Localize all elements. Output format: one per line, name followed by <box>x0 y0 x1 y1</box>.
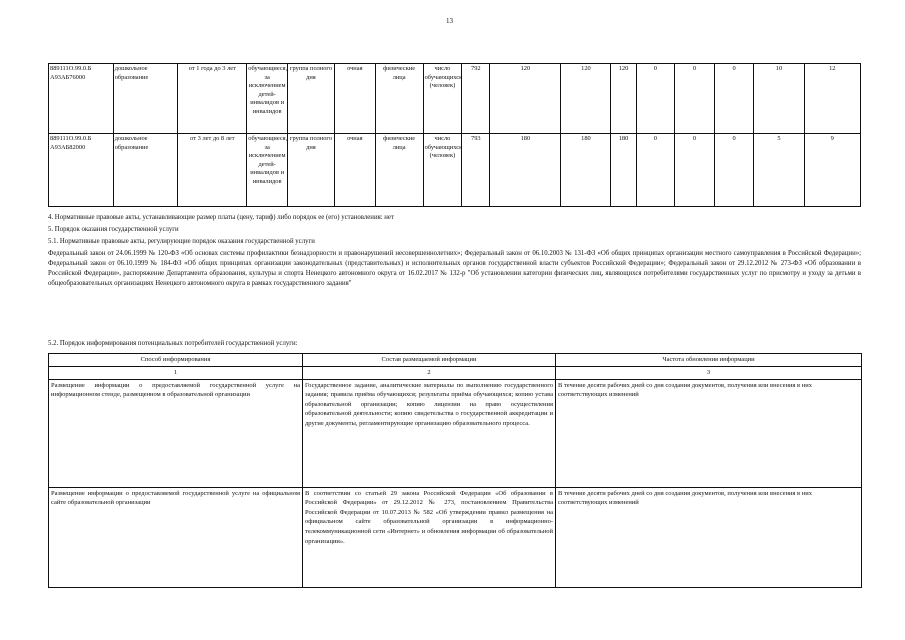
table-cell: 0 <box>714 64 754 134</box>
table-cell: 793 <box>462 134 490 207</box>
indicators-table <box>48 63 861 207</box>
section-4: 4. Нормативные правовые акты, устанавливающие размер платы (цену, тариф) либо порядок ее (его) установления: нет <box>48 214 394 221</box>
table-cell: число обучающихся (человек) <box>423 134 462 207</box>
table-cell: 0 <box>636 64 675 134</box>
section-5-heading: 5. Порядок оказания государственной услуги <box>48 226 179 233</box>
table-cell: группа полного дня <box>287 64 334 134</box>
table-cell: дошкольное образование <box>113 134 178 207</box>
table-cell: 0 <box>675 134 715 207</box>
table-cell: В соответствии со статьей 29 закона Российской Федерации «Об образовании в Российской Федерации» от 29.12.2012 № 273, постановлением Правительства Российской Федерации от 10.07.2013 № 582 «Об утверждении правил размещения на официальном сайте образовательной организации в информационно-телекоммуникационной сети «Интернет» и обновления информации об образовательной организации». <box>303 487 556 587</box>
column-header: Частота обновления информации <box>556 354 862 367</box>
table-cell: 0 <box>675 64 715 134</box>
table-cell: В течение десяти рабочих дней со дня создания документов, получения или внесения в них соответствующих изменений <box>556 487 862 587</box>
section-5-2-heading: 5.2. Порядок информирования потенциальных потребителей государственной услуги: <box>48 340 298 347</box>
table-cell: 889111О.99.0.Б А93АБ82000 <box>49 134 114 207</box>
column-number-row <box>49 367 862 380</box>
table-cell: 120 <box>561 64 611 134</box>
table-row <box>49 487 862 587</box>
table-row <box>49 134 861 207</box>
table-cell: 792 <box>462 64 490 134</box>
table-row <box>49 379 862 487</box>
section-5-1-heading: 5.1. Нормативные правовые акты, регулирующие порядок оказания государственной услуги <box>48 238 315 245</box>
table-cell: 9 <box>804 134 860 207</box>
table-cell: от 1 года до 3 лет <box>178 64 247 134</box>
column-header: Способ информирования <box>49 354 303 367</box>
table-cell: 889111О.99.0.Б А93АБ76000 <box>49 64 114 134</box>
table-cell: физические лица <box>375 134 423 207</box>
table-cell: Размещение информации о предоставляемой государственной услуге на информационном стенде, размещенном в образовательной организации <box>49 379 303 487</box>
table-cell: 180 <box>490 134 561 207</box>
table-cell: Размещение информации о предоставляемой государственной услуге на официальном сайте образовательной организации <box>49 487 303 587</box>
column-number: 3 <box>556 367 862 380</box>
table-cell: 0 <box>636 134 675 207</box>
column-header: Состав размещаемой информации <box>303 354 556 367</box>
table-cell: от 3 лет до 8 лет <box>178 134 247 207</box>
table-cell: обучающиеся, за исключением детей-инвалидов и инвалидов <box>247 64 288 134</box>
table-cell: 12 <box>804 64 860 134</box>
information-table <box>48 353 862 588</box>
table-header-row <box>49 354 862 367</box>
table-cell: 180 <box>561 134 611 207</box>
column-number: 1 <box>49 367 303 380</box>
table-cell: очная <box>334 64 375 134</box>
table-cell: 5 <box>754 134 804 207</box>
table-cell: 0 <box>714 134 754 207</box>
section-5-1-text: Федеральный закон от 24.06.1999 № 120-ФЗ «Об основах системы профилактики безнадзорности и правонарушений несовершеннолетних»; Федеральный закон от 06.10.2003 № 131-ФЗ «Об общих принципах организации местного самоуправления в Российской Федерации»; Федеральный закон от 06.10.1999 № 184-ФЗ «Об общих принципах организации законодательных (представительных) и исполнительных органов государственной власти субъектов Российской Федерации»; Федеральный закон от 29.12.2012 № 273-ФЗ «Об образовании в Российской Федерации», распоряжение Департамента образования, культуры и спорта Ненецкого автономного округа от 16.02.2017 № 132-р "Об установлении категории физических лиц, являющихся потребителями государственных услуг по присмотру и уходу за детьми в общеобразовательных организациях Ненецкого автономного округа в рамках государственного задания" <box>48 250 861 287</box>
table-row <box>49 64 861 134</box>
table-cell: 120 <box>490 64 561 134</box>
table-cell: дошкольное образование <box>113 64 178 134</box>
table-cell: 120 <box>611 64 636 134</box>
table-cell: обучающиеся, за исключением детей-инвалидов и инвалидов <box>247 134 288 207</box>
table-cell: очная <box>334 134 375 207</box>
table-cell: 10 <box>754 64 804 134</box>
table-cell: В течение десяти рабочих дней со дня создания документов, получения или внесения в них соответствующих изменений <box>556 379 862 487</box>
page-number: 13 <box>446 17 453 25</box>
column-number: 2 <box>303 367 556 380</box>
table-cell: число обучающихся (человек) <box>423 64 462 134</box>
table-cell: группа полного дня <box>287 134 334 207</box>
table-cell: 180 <box>611 134 636 207</box>
table-cell: Государственное задание, аналитические материалы по выполнению государственного задания; правила приёма обучающихся; результаты приёма обучающихся; копию устава образовательной организации; копию лицензии на право осуществления образовательной деятельности; копию свидетельства о государственной аккредитации и другие документы, регламентирующие организацию образовательного процесса. <box>303 379 556 487</box>
table-cell: физические лица <box>375 64 423 134</box>
